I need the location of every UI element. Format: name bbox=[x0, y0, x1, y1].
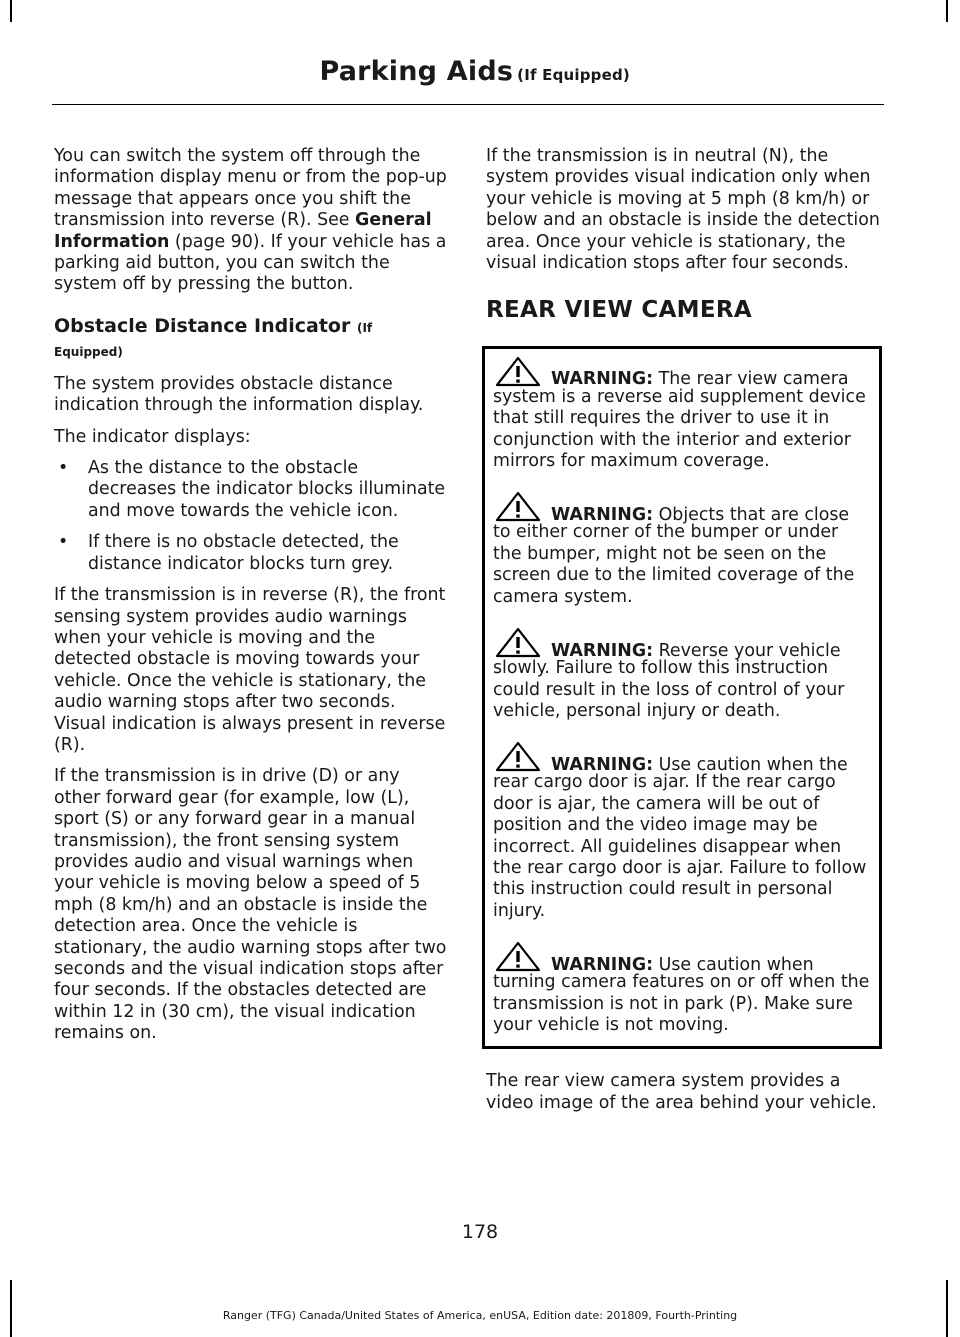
warning-label: WARNING: bbox=[551, 754, 654, 775]
warning-triangle-icon bbox=[493, 492, 543, 522]
bullet: • bbox=[58, 458, 69, 479]
warning-text: The rear view camera bbox=[658, 369, 849, 390]
cross-reference-link[interactable]: General Information bbox=[54, 210, 432, 252]
header-rule bbox=[52, 104, 884, 105]
right-column bbox=[486, 146, 881, 1124]
warning-triangle-icon bbox=[493, 742, 543, 772]
paragraph: If the transmission is in neutral (N), the system provides visual indication only when your vehicle is moving at 5 mph (8 km/h) or below and an obstacle is inside the detection area. Once your vehicle is stationary, the visual indication stops after four seconds. bbox=[486, 146, 880, 274]
subheading-text: Obstacle Distance Indicator bbox=[54, 314, 351, 337]
paragraph-text: You can switch the system off through the information display menu or from the pop-up message that appears once you shift the transmission into reverse (R). See bbox=[54, 146, 447, 231]
page-title-text: Parking Aids bbox=[319, 56, 514, 87]
warning-item bbox=[493, 492, 871, 608]
paragraph: The system provides obstacle distance indication through the information display. bbox=[54, 373, 424, 416]
bullet-list bbox=[54, 458, 449, 575]
warning-text: Objects that are close bbox=[658, 505, 850, 526]
crop-mark bbox=[10, 0, 12, 22]
list-item-text: As the distance to the obstacle decreases the indicator blocks illuminate and move towards the vehicle icon. bbox=[88, 458, 446, 521]
warning-label: WARNING: bbox=[551, 640, 654, 661]
warning-text: system is a reverse aid supplement device that still requires the driver to use it in conjunction with the interior and exterior mirrors for maximum coverage. bbox=[493, 386, 866, 472]
warning-item bbox=[493, 628, 871, 722]
subheading bbox=[54, 314, 449, 360]
page-title-suffix: (If Equipped) bbox=[517, 66, 630, 84]
footer-text: Ranger (TFG) Canada/United States of America, enUSA, Edition date: 201809, Fourth-Printing bbox=[222, 1309, 738, 1322]
warning-text: rear cargo door is ajar. If the rear cargo door is ajar, the camera will be out of position and the video image may be incorrect. All guidelines disappear when the rear cargo door is ajar. Failure to follow this instruction could result in personal injury. bbox=[493, 772, 867, 921]
page-number: 178 bbox=[461, 1221, 499, 1243]
warning-text: Use caution when the bbox=[658, 754, 848, 775]
warning-label: WARNING: bbox=[551, 369, 654, 390]
list-item-text: If there is no obstacle detected, the distance indicator blocks turn grey. bbox=[88, 532, 399, 574]
warning-item bbox=[493, 742, 871, 922]
section-heading: REAR VIEW CAMERA bbox=[486, 297, 752, 324]
paragraph: The rear view camera system provides a video image of the area behind your vehicle. bbox=[486, 1071, 877, 1113]
warning-text: turning camera features on or off when the transmission is not in park (P). Make sure your vehicle is not moving. bbox=[493, 972, 870, 1035]
warning-triangle-icon bbox=[493, 942, 543, 972]
warning-triangle-icon bbox=[493, 357, 543, 387]
page-title bbox=[319, 56, 630, 87]
warning-text: slowly. Failure to follow this instruction could result in the loss of control of your vehicle, personal injury or death. bbox=[493, 658, 845, 721]
warning-text: Reverse your vehicle bbox=[658, 640, 841, 661]
warning-item bbox=[493, 357, 871, 473]
paragraph: If the transmission is in drive (D) or any other forward gear (for example, low (L), sport (S) or any forward gear in a manual transmission), the front sensing system provides audio and visual warnings when your vehicle is moving below a speed of 5 mph (8 km/h) and an obstacle is inside the detection area. Once the vehicle is stationary, the audio warning stops after two seconds and the visual indication stops after four seconds. If the obstacles detected are within 12 in (30 cm), the visual indication remains on. bbox=[54, 766, 447, 1044]
warning-box bbox=[482, 346, 882, 1050]
warning-label: WARNING: bbox=[551, 954, 654, 975]
list-item bbox=[54, 532, 449, 575]
list-item bbox=[54, 458, 449, 522]
warning-label: WARNING: bbox=[551, 505, 654, 526]
paragraph: The indicator displays: bbox=[54, 426, 251, 447]
warning-triangle-icon bbox=[493, 628, 543, 658]
warning-text: Use caution when bbox=[658, 954, 814, 975]
bullet: • bbox=[58, 532, 69, 553]
subheading-suffix: Equipped) bbox=[54, 344, 123, 359]
crop-mark bbox=[946, 0, 948, 22]
left-column bbox=[54, 146, 449, 1055]
paragraph bbox=[54, 146, 449, 296]
warning-item bbox=[493, 942, 871, 1036]
subheading-suffix: (If bbox=[356, 320, 373, 335]
paragraph: If the transmission is in reverse (R), the front sensing system provides audio warnings when your vehicle is moving and the detected obstacle is moving towards your vehicle. Once the vehicle is stationary, the audio warning stops after two seconds. Visual indication is always present in reverse (R). bbox=[54, 585, 446, 755]
warning-text: to either corner of the bumper or under the bumper, might not be seen on the screen due to the limited coverage of the camera system. bbox=[493, 522, 855, 607]
paragraph-text: (page 90). If your vehicle has a parking aid button, you can switch the system off by pressing the button. bbox=[54, 231, 447, 295]
